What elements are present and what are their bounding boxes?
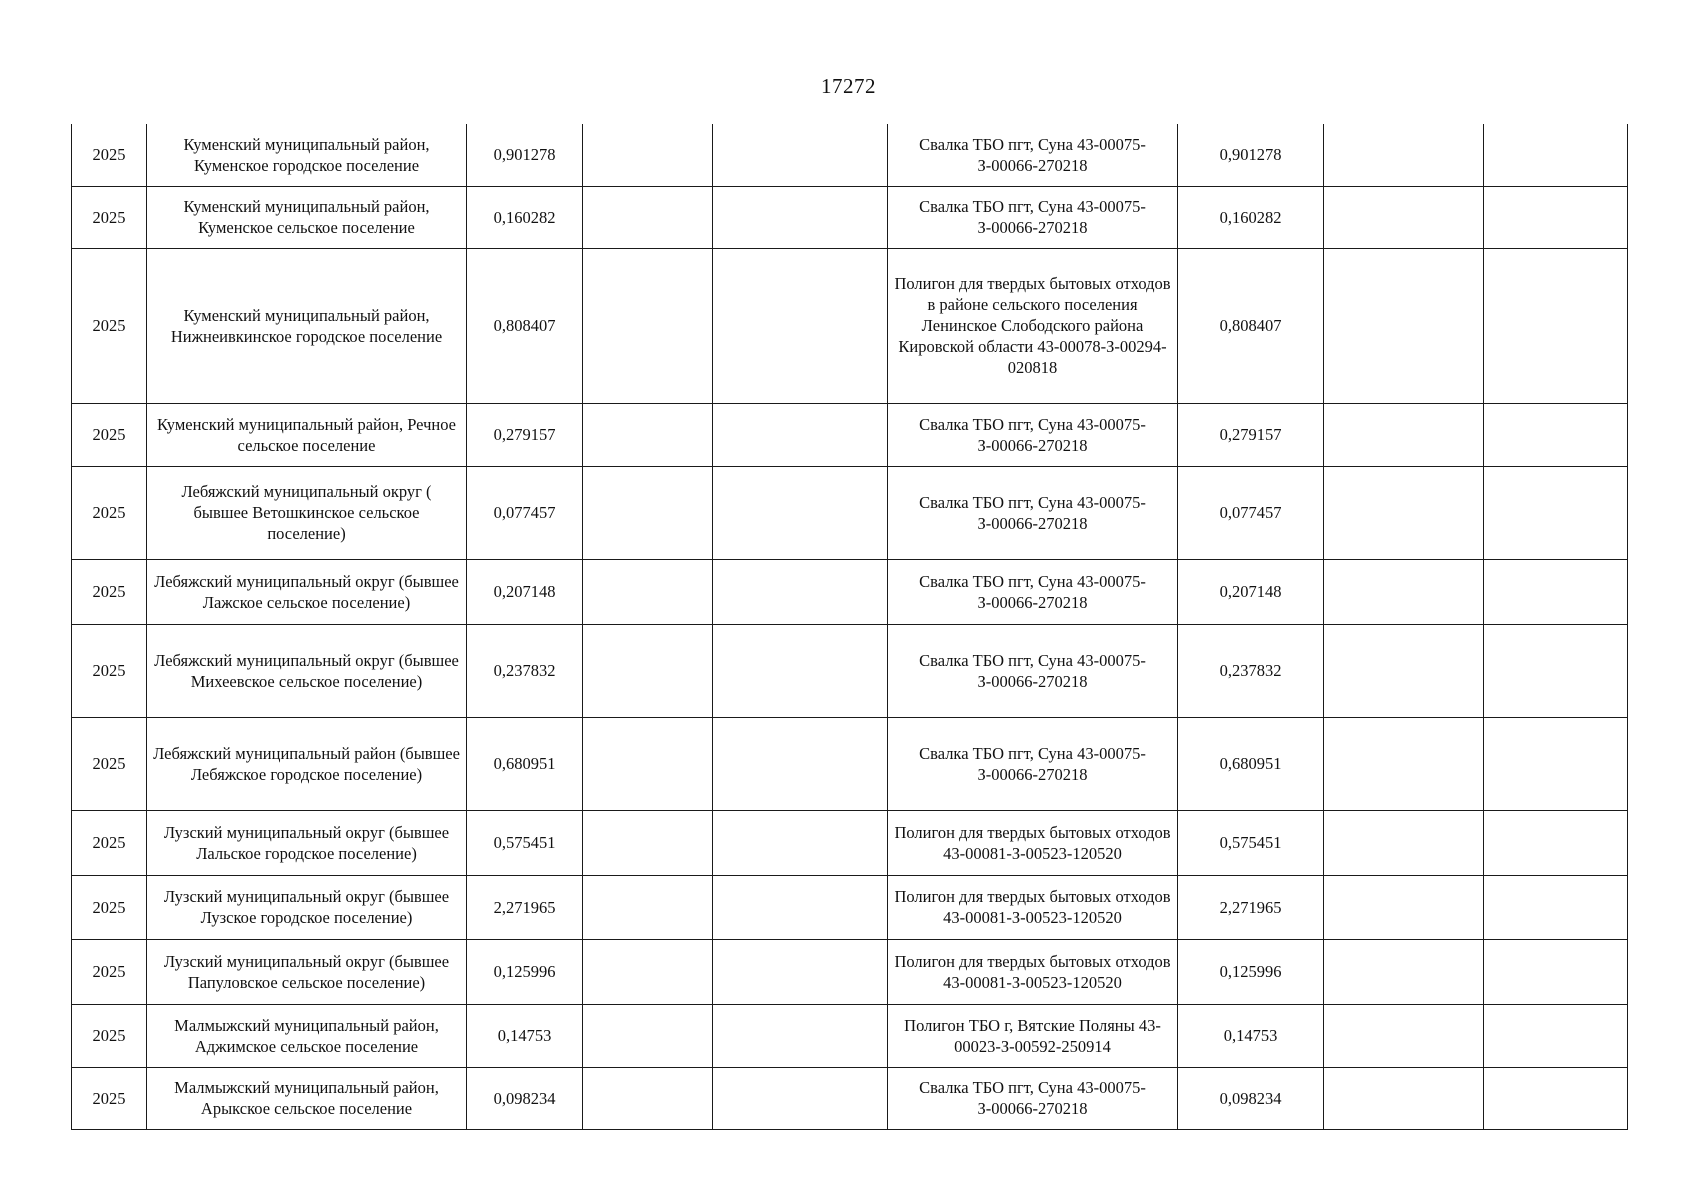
facility-cell: Полигон для твердых бытовых отходов 43-00081-З-00523-120520: [888, 939, 1178, 1004]
empty-cell: [713, 248, 888, 403]
empty-cell: [1324, 939, 1484, 1004]
volume-cell: 0,680951: [1178, 717, 1324, 810]
municipality-cell: Куменский муниципальный район, Куменское сельское поселение: [147, 186, 467, 248]
year-cell: 2025: [72, 466, 147, 559]
empty-cell: [1484, 559, 1628, 624]
empty-cell: [1484, 810, 1628, 875]
municipality-cell: Лебяжский муниципальный округ ( бывшее Ветошкинское сельское поселение): [147, 466, 467, 559]
empty-cell: [713, 186, 888, 248]
volume-cell: 2,271965: [1178, 875, 1324, 939]
volume-cell: 0,279157: [1178, 403, 1324, 466]
empty-cell: [1324, 1004, 1484, 1067]
volume-cell: 0,237832: [1178, 624, 1324, 717]
empty-cell: [713, 1004, 888, 1067]
volume-cell: 0,077457: [467, 466, 583, 559]
volume-cell: 0,901278: [1178, 124, 1324, 186]
facility-cell: Свалка ТБО пгт, Суна 43-00075-З-00066-270218: [888, 1067, 1178, 1129]
table-row: [72, 1067, 1628, 1129]
table-row: [72, 403, 1628, 466]
volume-cell: 0,207148: [467, 559, 583, 624]
facility-cell: Полигон ТБО г, Вятские Поляны 43-00023-З-00592-250914: [888, 1004, 1178, 1067]
table-row: [72, 717, 1628, 810]
empty-cell: [583, 403, 713, 466]
year-cell: 2025: [72, 875, 147, 939]
empty-cell: [583, 1067, 713, 1129]
volume-cell: 0,098234: [1178, 1067, 1324, 1129]
empty-cell: [1324, 248, 1484, 403]
empty-cell: [713, 624, 888, 717]
municipality-cell: Малмыжский муниципальный район, Арыкское сельское поселение: [147, 1067, 467, 1129]
empty-cell: [713, 717, 888, 810]
volume-cell: 0,14753: [1178, 1004, 1324, 1067]
empty-cell: [1324, 186, 1484, 248]
year-cell: 2025: [72, 1004, 147, 1067]
table-row: [72, 1004, 1628, 1067]
empty-cell: [583, 624, 713, 717]
empty-cell: [1324, 810, 1484, 875]
year-cell: 2025: [72, 186, 147, 248]
table-row: [72, 875, 1628, 939]
table-row: [72, 124, 1628, 186]
empty-cell: [713, 875, 888, 939]
volume-cell: 0,125996: [1178, 939, 1324, 1004]
municipality-cell: Лебяжский муниципальный округ (бывшее Лажское сельское поселение): [147, 559, 467, 624]
empty-cell: [1324, 717, 1484, 810]
empty-cell: [713, 403, 888, 466]
table-row: [72, 939, 1628, 1004]
empty-cell: [583, 559, 713, 624]
empty-cell: [1324, 124, 1484, 186]
facility-cell: Полигон для твердых бытовых отходов в районе сельского поселения Ленинское Слободского района Кировской области 43-00078-З-00294-020818: [888, 248, 1178, 403]
volume-cell: 0,14753: [467, 1004, 583, 1067]
table-row: [72, 466, 1628, 559]
empty-cell: [583, 186, 713, 248]
volume-cell: 0,098234: [467, 1067, 583, 1129]
empty-cell: [1324, 1067, 1484, 1129]
empty-cell: [1484, 248, 1628, 403]
year-cell: 2025: [72, 1067, 147, 1129]
volume-cell: 0,680951: [467, 717, 583, 810]
year-cell: 2025: [72, 810, 147, 875]
empty-cell: [713, 124, 888, 186]
volume-cell: 0,279157: [467, 403, 583, 466]
municipality-cell: Куменский муниципальный район, Нижнеивкинское городское поселение: [147, 248, 467, 403]
year-cell: 2025: [72, 559, 147, 624]
municipality-cell: Куменский муниципальный район, Куменское городское поселение: [147, 124, 467, 186]
empty-cell: [1484, 186, 1628, 248]
empty-cell: [583, 939, 713, 1004]
empty-cell: [1484, 875, 1628, 939]
volume-cell: 0,125996: [467, 939, 583, 1004]
waste-allocation-table: [71, 124, 1628, 1130]
facility-cell: Свалка ТБО пгт, Суна 43-00075-З-00066-270218: [888, 717, 1178, 810]
empty-cell: [1484, 624, 1628, 717]
empty-cell: [1324, 624, 1484, 717]
year-cell: 2025: [72, 248, 147, 403]
year-cell: 2025: [72, 124, 147, 186]
municipality-cell: Лузский муниципальный округ (бывшее Папуловское сельское поселение): [147, 939, 467, 1004]
year-cell: 2025: [72, 717, 147, 810]
facility-cell: Свалка ТБО пгт, Суна 43-00075-З-00066-270218: [888, 124, 1178, 186]
facility-cell: Свалка ТБО пгт, Суна 43-00075-З-00066-270218: [888, 466, 1178, 559]
empty-cell: [713, 466, 888, 559]
empty-cell: [1484, 466, 1628, 559]
empty-cell: [583, 875, 713, 939]
empty-cell: [583, 810, 713, 875]
municipality-cell: Лузский муниципальный округ (бывшее Лузское городское поселение): [147, 875, 467, 939]
empty-cell: [583, 466, 713, 559]
empty-cell: [1324, 466, 1484, 559]
volume-cell: 0,808407: [1178, 248, 1324, 403]
year-cell: 2025: [72, 403, 147, 466]
volume-cell: 0,160282: [1178, 186, 1324, 248]
municipality-cell: Лебяжский муниципальный округ (бывшее Михеевское сельское поселение): [147, 624, 467, 717]
empty-cell: [1484, 939, 1628, 1004]
empty-cell: [1324, 559, 1484, 624]
municipality-cell: Лузский муниципальный округ (бывшее Лальское городское поселение): [147, 810, 467, 875]
year-cell: 2025: [72, 939, 147, 1004]
empty-cell: [583, 1004, 713, 1067]
empty-cell: [1484, 124, 1628, 186]
volume-cell: 0,901278: [467, 124, 583, 186]
table-row: [72, 248, 1628, 403]
empty-cell: [1324, 875, 1484, 939]
table-body: [72, 124, 1628, 1129]
facility-cell: Свалка ТБО пгт, Суна 43-00075-З-00066-270218: [888, 559, 1178, 624]
empty-cell: [713, 810, 888, 875]
empty-cell: [1484, 717, 1628, 810]
volume-cell: 0,237832: [467, 624, 583, 717]
empty-cell: [583, 124, 713, 186]
facility-cell: Полигон для твердых бытовых отходов 43-00081-З-00523-120520: [888, 810, 1178, 875]
table-row: [72, 559, 1628, 624]
empty-cell: [1484, 403, 1628, 466]
volume-cell: 0,077457: [1178, 466, 1324, 559]
empty-cell: [1484, 1067, 1628, 1129]
empty-cell: [713, 939, 888, 1004]
table-row: [72, 624, 1628, 717]
municipality-cell: Малмыжский муниципальный район, Аджимское сельское поселение: [147, 1004, 467, 1067]
empty-cell: [1484, 1004, 1628, 1067]
volume-cell: 0,808407: [467, 248, 583, 403]
year-cell: 2025: [72, 624, 147, 717]
facility-cell: Свалка ТБО пгт, Суна 43-00075-З-00066-270218: [888, 186, 1178, 248]
facility-cell: Свалка ТБО пгт, Суна 43-00075-З-00066-270218: [888, 403, 1178, 466]
table-row: [72, 186, 1628, 248]
empty-cell: [713, 1067, 888, 1129]
volume-cell: 2,271965: [467, 875, 583, 939]
page-number: 17272: [821, 74, 876, 98]
volume-cell: 0,207148: [1178, 559, 1324, 624]
empty-cell: [1324, 403, 1484, 466]
empty-cell: [583, 248, 713, 403]
volume-cell: 0,575451: [1178, 810, 1324, 875]
table-row: [72, 810, 1628, 875]
facility-cell: Свалка ТБО пгт, Суна 43-00075-З-00066-270218: [888, 624, 1178, 717]
volume-cell: 0,160282: [467, 186, 583, 248]
municipality-cell: Куменский муниципальный район, Речное сельское поселение: [147, 403, 467, 466]
empty-cell: [583, 717, 713, 810]
volume-cell: 0,575451: [467, 810, 583, 875]
municipality-cell: Лебяжский муниципальный район (бывшее Лебяжское городское поселение): [147, 717, 467, 810]
empty-cell: [713, 559, 888, 624]
facility-cell: Полигон для твердых бытовых отходов 43-00081-З-00523-120520: [888, 875, 1178, 939]
